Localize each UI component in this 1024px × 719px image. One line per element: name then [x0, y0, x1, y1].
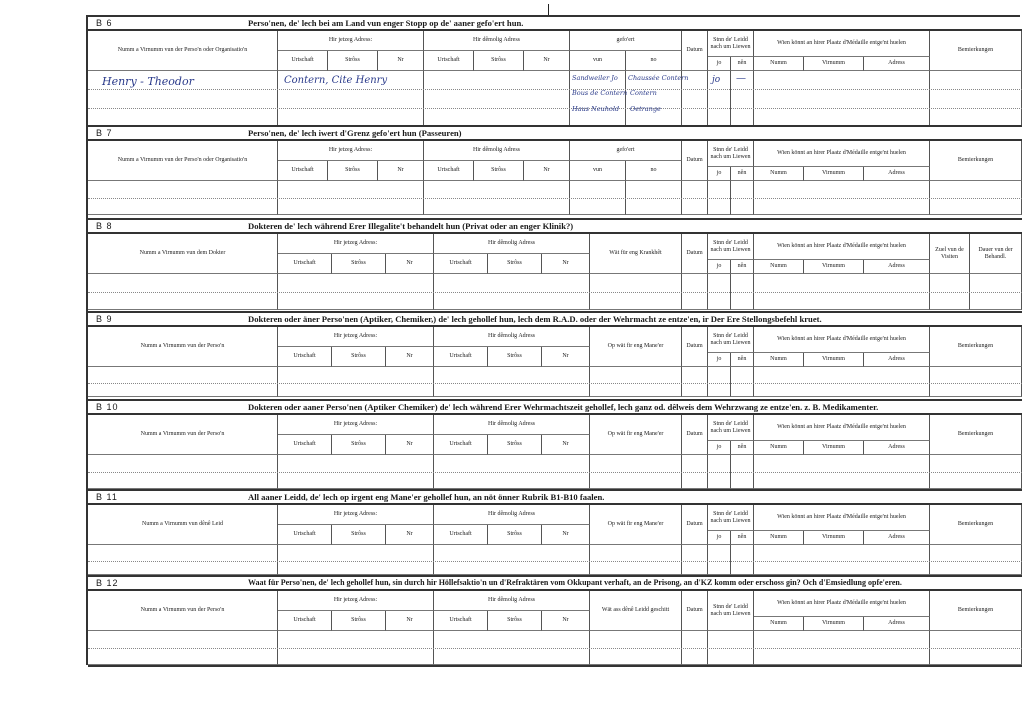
nr-label: Nr [386, 525, 434, 545]
entry-current-address-cell[interactable] [278, 545, 434, 575]
nr-label: Nr [386, 347, 434, 367]
medal-header: Wien könnt an hirer Plaatz d'Médaille entge'nt huelen [754, 591, 930, 617]
current-address-header: Hir jetzeg Adress: [278, 234, 434, 254]
street-label: Strôss [332, 525, 386, 545]
no-label: nên [731, 531, 754, 545]
section-b11 [88, 491, 1022, 541]
manner-header: Op wät fir eng Mane'er [590, 505, 682, 545]
dotted-rule [88, 108, 1022, 109]
alive-header: Stnn de' Leidd nach um Liewen [708, 234, 754, 260]
city-label: Urtschaft [434, 254, 488, 274]
illness-header: Wät für eng Krankhêt [590, 234, 682, 274]
from-label: vun [570, 161, 626, 181]
entry-former-address-cell[interactable] [434, 545, 590, 575]
handwritten-to-1: Chaussée Contern [628, 74, 689, 82]
nr-label: Nr [542, 347, 590, 367]
city-label: Urtschaft [424, 51, 474, 71]
street-label: Strôss [328, 51, 378, 71]
yes-label: jo [708, 57, 731, 71]
name-header: Numm a Virnumm vun der Perso'n [88, 591, 278, 631]
section-title: Dokteren oder äner Perso'nen (Aptiker, Chemiker,) de' lech gehollef hun, lech dem R.A.D. oder der Wehrmacht ze entze'en, ir Der Ere Stellongsbefehl kruet. [248, 314, 822, 324]
no-label: nên [731, 57, 754, 71]
nr-label: Nr [378, 161, 424, 181]
city-label: Urtschaft [278, 611, 332, 631]
entry-name-cell[interactable] [88, 545, 278, 575]
name-header: Numm a Virnumm vun der Perso'n [88, 415, 278, 455]
yes-label: jo [708, 441, 731, 455]
yes-label: jo [708, 531, 731, 545]
medal-address-label: Adress [864, 353, 930, 367]
entry-remarks-cell[interactable] [930, 545, 1022, 575]
no-label: nên [731, 353, 754, 367]
nr-label: Nr [542, 254, 590, 274]
street-label: Strôss [488, 525, 542, 545]
section-header [88, 17, 1022, 31]
entry-yes-cell[interactable] [708, 545, 731, 575]
medal-firstname-label: Virnumm [804, 531, 864, 545]
city-label: Urtschaft [278, 254, 332, 274]
medal-address-label: Adress [864, 57, 930, 71]
suffered-what-header: Wät ass dênê Leidd geschitt [590, 591, 682, 631]
dotted-rule [88, 472, 1022, 473]
alive-header: Stnn de' Leidd nach um Liewen [708, 505, 754, 531]
route-header: gefo'ert [570, 31, 682, 51]
to-label: no [626, 161, 682, 181]
current-address-header: Hir jetzeg Adress: [278, 31, 424, 51]
handwritten-to-3: Oetrange [630, 105, 661, 113]
section-code: B 7 [96, 128, 113, 138]
entry-current-address-cell[interactable] [278, 367, 434, 397]
street-label: Strôss [488, 611, 542, 631]
handwritten-from-3: Haus Neuhold [572, 105, 620, 113]
dotted-rule [88, 383, 1022, 384]
city-label: Urtschaft [278, 347, 332, 367]
section-title: Dokteren oder aaner Perso'nen (Aptiker Chemiker) de' lech während Erer Wehrmachtszeit gehollef, lech ganz od. dêlweis dem Wehrzwang ze entze'en. z. B. Medikamenter. [248, 402, 879, 412]
to-label: no [626, 51, 682, 71]
entry-manner-cell[interactable] [590, 545, 682, 575]
nr-label: Nr [386, 611, 434, 631]
street-label: Strôss [332, 347, 386, 367]
remarks-header: Bemierkungen [930, 591, 1022, 631]
remarks-header: Bemierkungen [930, 141, 1022, 181]
date-header: Datum [682, 505, 708, 545]
remarks-header: Bemierkungen [930, 327, 1022, 367]
date-header: Datum [682, 141, 708, 181]
section-header [88, 491, 1022, 505]
section-title: Dokteren de' lech während Erer Illegalite't behandelt hun (Privat oder an enger Klinik?) [248, 221, 574, 231]
handwritten-yes: jo [712, 75, 721, 85]
handwritten-address: Contern, Cite Henry [284, 75, 388, 86]
current-address-header: Hir jetzeg Adress: [278, 415, 434, 435]
bottom-border [88, 665, 1022, 667]
route-header: gefo'ert [570, 141, 682, 161]
street-label: Strôss [328, 161, 378, 181]
section-b6 [88, 17, 1022, 113]
section-code: B 12 [96, 578, 119, 588]
entry-yes-cell[interactable] [708, 367, 731, 397]
yes-label: jo [708, 353, 731, 367]
entry-medal-cell[interactable] [754, 71, 930, 127]
medal-firstname-label: Virnumm [804, 353, 864, 367]
section-title: Waat für Perso'nen, de' lech gehollef hun, sin durch hir Höllefsaktio'n un d'Refraktären vom Okkupant verhaft, an de Prisong, an d'KZ komm oder erschoss gin? Och d'Emsiedlung opfe'eren. [248, 578, 902, 587]
form-sheet [86, 15, 1020, 665]
handwritten-dash: — [736, 73, 746, 84]
visits-header: Zuel vun de Visiten [930, 234, 970, 274]
dotted-rule [88, 292, 1022, 293]
entry-remarks-cell[interactable] [930, 71, 1022, 127]
name-header: Numm a Virnumm vun der Perso'n [88, 327, 278, 367]
medal-address-label: Adress [864, 260, 930, 274]
entry-medal-cell[interactable] [754, 545, 930, 575]
dotted-rule [88, 198, 1022, 199]
dotted-rule [88, 561, 1022, 562]
nr-label: Nr [524, 161, 570, 181]
entry-date-cell[interactable] [682, 367, 708, 397]
entry-manner-cell[interactable] [590, 367, 682, 397]
yes-label: jo [708, 167, 731, 181]
alive-header: Stnn de' Leidd nach um Liewen [708, 591, 754, 631]
medal-header: Wien könnt an hirer Plaatz d'Médaille entge'nt huelen [754, 415, 930, 441]
date-header: Datum [682, 415, 708, 455]
handwritten-from-2: Bous de Contern [572, 89, 628, 97]
former-address-header: Hir dêmolig Adress [434, 327, 590, 347]
medal-address-label: Adress [864, 441, 930, 455]
handwritten-from-1: Sandweiler Jo [572, 74, 618, 82]
alive-header: Stnn de' Leidd nach um Liewen [708, 415, 754, 441]
name-header: Numm a Virnumm vun dem Dokter [88, 234, 278, 274]
entry-no-cell[interactable] [731, 367, 754, 397]
nr-label: Nr [378, 51, 424, 71]
alive-header: Stnn de' Leidd nach um Liewen [708, 327, 754, 353]
nr-label: Nr [524, 51, 570, 71]
entry-name-cell[interactable] [88, 367, 278, 397]
handwritten-name: Henry - Theodor [102, 75, 194, 88]
city-label: Urtschaft [278, 435, 332, 455]
street-label: Strôss [488, 347, 542, 367]
current-address-header: Hir jetzeg Adress: [278, 141, 424, 161]
current-address-header: Hir jetzeg Adress: [278, 591, 434, 611]
city-label: Urtschaft [434, 525, 488, 545]
street-label: Strôss [488, 435, 542, 455]
medal-address-label: Adress [864, 167, 930, 181]
name-header: Numm a Virnumm vun der Perso'n oder Organisatio'n [88, 141, 278, 181]
no-label: nên [731, 260, 754, 274]
medal-firstname-label: Virnumm [804, 167, 864, 181]
medal-firstname-label: Virnumm [804, 617, 864, 631]
medal-name-label: Numm [754, 57, 804, 71]
medal-header: Wien könnt an hirer Plaatz d'Médaille entge'nt huelen [754, 141, 930, 167]
city-label: Urtschaft [434, 347, 488, 367]
nr-label: Nr [386, 254, 434, 274]
section-b9 [88, 313, 1022, 363]
section-code: B 10 [96, 402, 119, 412]
medal-name-label: Numm [754, 617, 804, 631]
date-header: Datum [682, 234, 708, 274]
medal-header: Wien könnt an hirer Plaatz d'Médaille entge'nt huelen [754, 327, 930, 353]
section-code: B 6 [96, 18, 113, 28]
former-address-header: Hir dêmolig Adress [424, 31, 570, 51]
city-label: Urtschaft [278, 161, 328, 181]
medal-firstname-label: Virnumm [804, 441, 864, 455]
name-header: Numm a Virnumm vun der Perso'n oder Organisatio'n [88, 31, 278, 71]
street-label: Strôss [474, 161, 524, 181]
remarks-header: Bemierkungen [930, 505, 1022, 545]
alive-header: Stnn de' Leidd nach um Liewen [708, 141, 754, 167]
name-header: Numm a Virnumm vun dênê Leid [88, 505, 278, 545]
entry-former-address-cell[interactable] [424, 71, 570, 127]
entry-remarks-cell[interactable] [930, 367, 1022, 397]
alive-header: Stnn de' Leidd nach um Liewen [708, 31, 754, 57]
section-header [88, 577, 1022, 591]
no-label: nên [731, 441, 754, 455]
section-b8 [88, 220, 1022, 270]
nr-label: Nr [542, 525, 590, 545]
date-header: Datum [682, 591, 708, 631]
section-header [88, 401, 1022, 415]
former-address-header: Hir dêmolig Adress [434, 415, 590, 435]
section-code: B 9 [96, 314, 113, 324]
date-header: Datum [682, 31, 708, 71]
section-code: B 11 [96, 492, 118, 502]
section-b7 [88, 127, 1022, 177]
section-code: B 8 [96, 221, 113, 231]
street-label: Strôss [332, 254, 386, 274]
nr-label: Nr [542, 435, 590, 455]
city-label: Urtschaft [424, 161, 474, 181]
from-label: vun [570, 51, 626, 71]
duration-header: Dauer vun der Behandl. [970, 234, 1022, 274]
current-address-header: Hir jetzeg Adress: [278, 327, 434, 347]
medal-name-label: Numm [754, 167, 804, 181]
city-label: Urtschaft [278, 51, 328, 71]
city-label: Urtschaft [434, 611, 488, 631]
current-address-header: Hir jetzeg Adress: [278, 505, 434, 525]
date-header: Datum [682, 327, 708, 367]
nr-label: Nr [386, 435, 434, 455]
manner-header: Op wät fir eng Mane'er [590, 415, 682, 455]
remarks-header: Bemierkungen [930, 31, 1022, 71]
medal-header: Wien könnt an hirer Plaatz d'Médaille entge'nt huelen [754, 31, 930, 57]
medal-name-label: Numm [754, 531, 804, 545]
section-b10 [88, 401, 1022, 451]
former-address-header: Hir dêmolig Adress [434, 234, 590, 254]
street-label: Strôss [488, 254, 542, 274]
street-label: Strôss [332, 435, 386, 455]
entry-no-cell[interactable] [731, 545, 754, 575]
entry-medal-cell[interactable] [754, 367, 930, 397]
section-title: Perso'nen, de' lech iwert d'Grenz gefo'ert hun (Passeuren) [248, 128, 462, 138]
section-title: Perso'nen, de' lech bei am Land vun enger Stopp op de' aaner gefo'ert hun. [248, 18, 524, 28]
no-label: nên [731, 167, 754, 181]
dotted-rule [88, 89, 1022, 90]
entry-date-cell[interactable] [682, 545, 708, 575]
remarks-header: Bemierkungen [930, 415, 1022, 455]
street-label: Strôss [474, 51, 524, 71]
medal-firstname-label: Virnumm [804, 260, 864, 274]
section-header [88, 127, 1022, 141]
medal-address-label: Adress [864, 617, 930, 631]
medal-firstname-label: Virnumm [804, 57, 864, 71]
entry-former-address-cell[interactable] [434, 367, 590, 397]
nr-label: Nr [542, 611, 590, 631]
former-address-header: Hir dêmolig Adress [434, 591, 590, 611]
street-label: Strôss [332, 611, 386, 631]
medal-name-label: Numm [754, 353, 804, 367]
section-b12 [88, 577, 1022, 627]
city-label: Urtschaft [278, 525, 332, 545]
medal-header: Wien könnt an hirer Plaatz d'Médaille entge'nt huelen [754, 505, 930, 531]
section-title: All aaner Leidd, de' lech op irgent eng Mane'er gehollef hun, an nöt önner Rubrik B1-B10 faalen. [248, 492, 605, 502]
manner-header: Op wät fir eng Mane'er [590, 327, 682, 367]
medal-address-label: Adress [864, 531, 930, 545]
medal-name-label: Numm [754, 260, 804, 274]
section-header [88, 220, 1022, 234]
former-address-header: Hir dêmolig Adress [434, 505, 590, 525]
medal-header: Wien könnt an hirer Plaatz d'Médaille entge'nt huelen [754, 234, 930, 260]
handwritten-to-2: Contern [630, 89, 657, 97]
city-label: Urtschaft [434, 435, 488, 455]
section-header [88, 313, 1022, 327]
dotted-rule [88, 648, 1022, 649]
yes-label: jo [708, 260, 731, 274]
medal-name-label: Numm [754, 441, 804, 455]
former-address-header: Hir dêmolig Adress [424, 141, 570, 161]
